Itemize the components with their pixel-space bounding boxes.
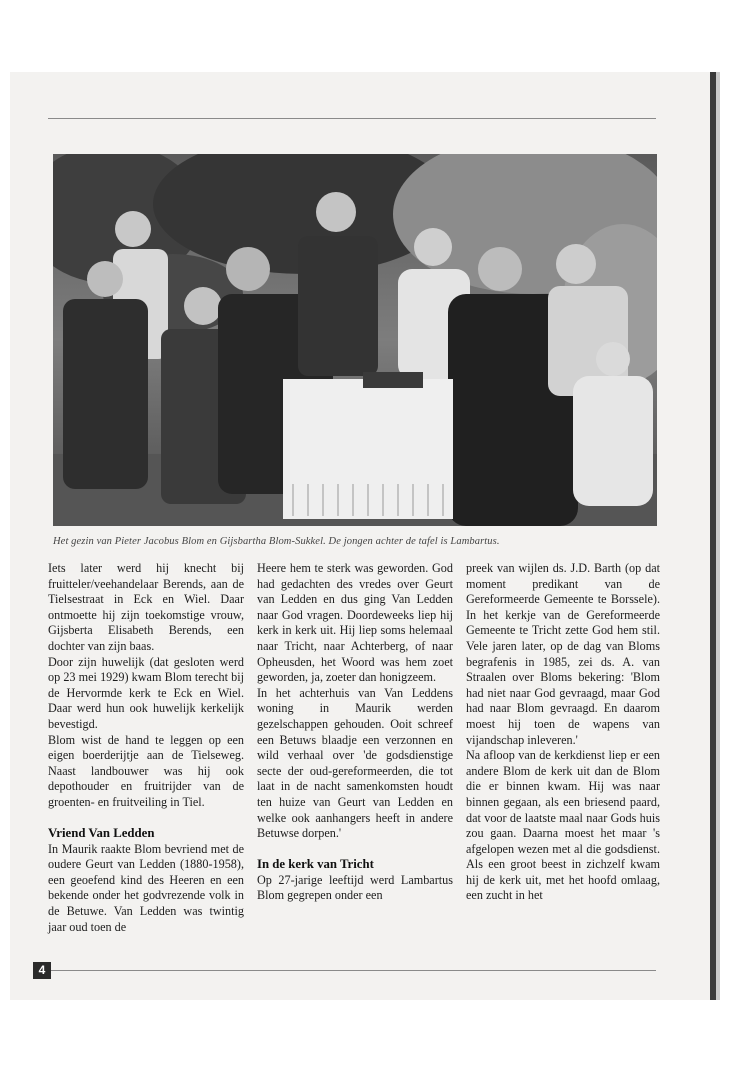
text-column-1 (48, 561, 244, 935)
section-heading: Vriend Van Ledden (48, 826, 155, 841)
paragraph: Iets later werd hij knecht bij fruitteler/veehandelaar Berends, aan de Tielsestraat in Eck en Wiel. Daar ontmoette hij zijn toekomstige vrouw, Gijsberta Elisabeth Berends, een dochter van zijn baas. (48, 561, 244, 653)
paragraph: Blom wist de hand te leggen op een eigen boerderijtje aan de Tielseweg. Naast landbouwer was hij ook depothouder en fruitrijder van de groenten- en fruitveiling in Tiel. (48, 732, 244, 809)
family-photo (53, 154, 657, 526)
photo-caption: Het gezin van Pieter Jacobus Blom en Gijsbartha Blom-Sukkel. De jongen achter de tafel is Lambartus. (53, 536, 500, 547)
page-number: 4 (33, 962, 51, 979)
text-column-3 (466, 561, 660, 904)
text-column-2 (257, 561, 453, 904)
section-heading: In de kerk van Tricht (257, 857, 374, 872)
paragraph: Heere hem te sterk was geworden. God had gedachten des vredes over Geurt van Ledden en dus ging Van Ledden naar God vragen. Doordeweeks liep hij kerk in kerk uit. Hij liep soms helemaal naar Tricht, naar Achterberg, of naar Opheusden, het Woord was hem zoet geworden, ja, zoeter dan honigzeem. (257, 561, 453, 685)
paragraph: Op 27-jarige leeftijd werd Lambartus Blom gegrepen onder een (257, 872, 453, 903)
paragraph: Na afloop van de kerkdienst liep er een andere Blom de kerk uit dan de Blom die er binnen kwam. Hij was naar binnen gegaan, als een briesend paard, dat voor de laatste maal naar Gods huis zou gaan. Daarna moest het maar 's afgelopen wezen met al die godsdienst. Als een groot beest in zichzelf kwam hij de kerk uit, met het hoofd omlaag, een zucht in het (466, 748, 660, 903)
paragraph: Door zijn huwelijk (dat gesloten werd op 23 mei 1929) kwam Blom terecht bij de Hervormde kerk te Eck en Wiel. Daar werd hun ook huwelijk kerkelijk bevestigd. (48, 654, 244, 731)
paragraph: In Maurik raakte Blom bevriend met de oudere Geurt van Ledden (1880-1958), een geoefend kind des Heeren en een bekende onder het godvrezende volk in de Betuwe. Van Ledden was twintig jaar oud toen de (48, 841, 244, 934)
paragraph: In het achterhuis van Van Leddens woning in Maurik werden gezelschappen gehouden. Ooit schreef een Betuws blaadje een verzonnen en wild verhaal over 'de godsdienstige secte der oud-gereformeerden, die tot laat in de nacht samenkomsten houdt ten huize van Geurt van Ledden en welke ook aanhangers heeft in andere Betuwse dorpen.' (257, 685, 453, 841)
top-rule (48, 118, 656, 119)
bottom-rule (51, 970, 656, 971)
page-edge (716, 72, 720, 1000)
paragraph: preek van wijlen ds. J.D. Barth (op dat moment predikant van de Gereformeerde Gemeente te Borssele). In het kerkje van de Gereformeerde Gemeente te Tricht zette God hem stil. Vele jaren later, op de dag van Bloms begrafenis in 1985, zei ds. A. van Straalen over Bloms bekering: 'Blom had niet naar God gevraagd, maar God had naar Blom gevraagd. En daarom moest hij toen de wapens van vijandschap inleveren.' (466, 561, 660, 747)
family-photo-illustration (53, 154, 657, 526)
